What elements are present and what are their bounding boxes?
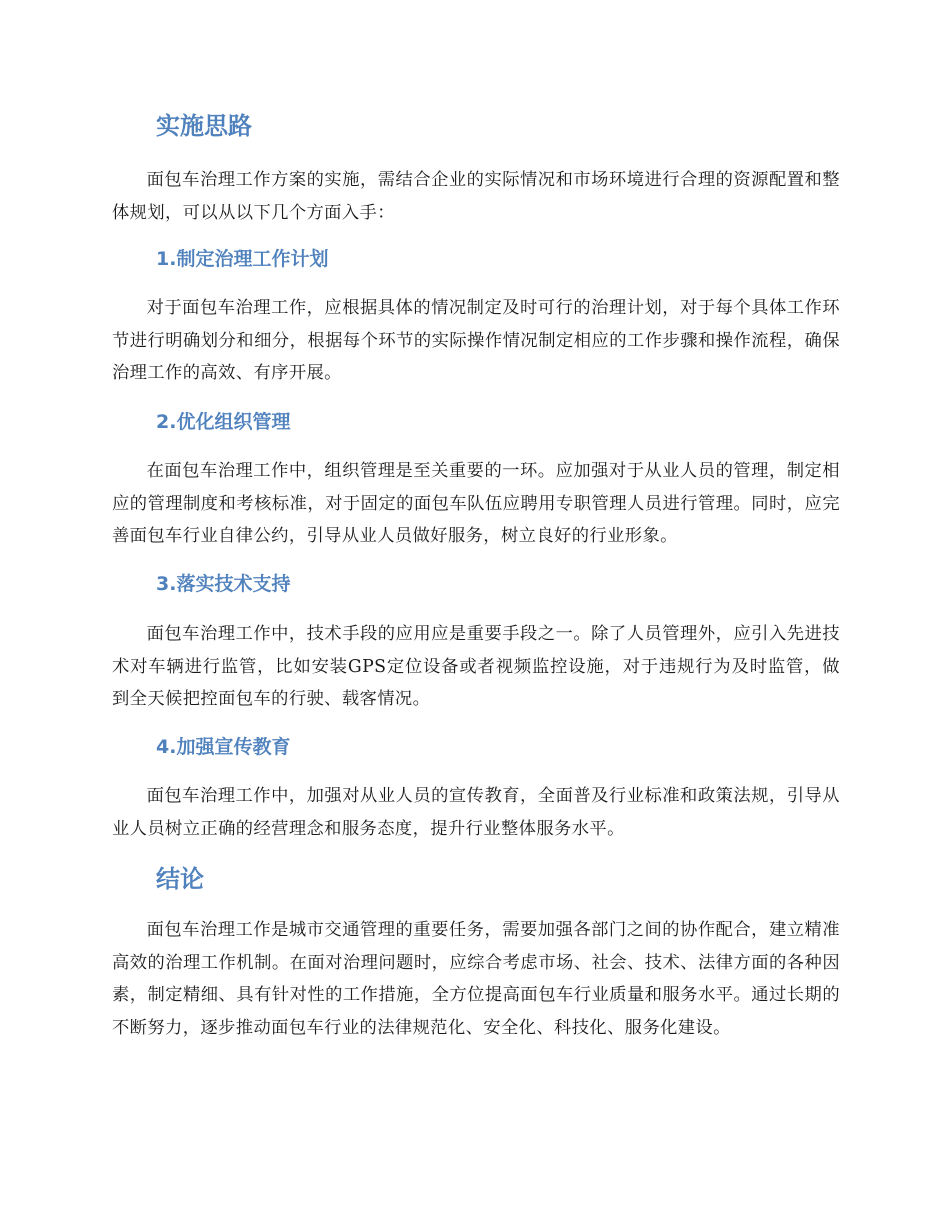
section-heading-implementation: 实施思路 xyxy=(156,112,252,140)
subheading-item-3: 3.落实技术支持 xyxy=(156,573,291,595)
paragraph-item-1: 对于面包车治理工作，应根据具体的情况制定及时可行的治理计划，对于每个具体工作环节进行明确划分和细分，根据每个环节的实际操作情况制定相应的工作步骤和操作流程，确保治理工作的高效、有序开展。 xyxy=(112,298,840,383)
subheading-item-4: 4.加强宣传教育 xyxy=(156,736,291,758)
paragraph-item-4: 面包车治理工作中，加强对从业人员的宣传教育，全面普及行业标准和政策法规，引导从业人员树立正确的经营理念和服务态度，提升行业整体服务水平。 xyxy=(112,786,840,839)
paragraph-implementation-intro: 面包车治理工作方案的实施，需结合企业的实际情况和市场环境进行合理的资源配置和整体规划，可以从以下几个方面入手： xyxy=(112,170,840,223)
paragraph-item-2: 在面包车治理工作中，组织管理是至关重要的一环。应加强对于从业人员的管理，制定相应的管理制度和考核标准，对于固定的面包车队伍应聘用专职管理人员进行管理。同时，应完善面包车行业自律公约，引导从业人员做好服务，树立良好的行业形象。 xyxy=(112,461,840,546)
section-heading-conclusion: 结论 xyxy=(156,865,204,893)
subheading-item-1: 1.制定治理工作计划 xyxy=(156,248,329,270)
subheading-item-2: 2.优化组织管理 xyxy=(156,411,291,433)
paragraph-conclusion: 面包车治理工作是城市交通管理的重要任务，需要加强各部门之间的协作配合，建立精准高效的治理工作机制。在面对治理问题时，应综合考虑市场、社会、技术、法律方面的各种因素，制定精细、具有针对性的工作措施，全方位提高面包车行业质量和服务水平。通过长期的不断努力，逐步推动面包车行业的法律规范化、安全化、科技化、服务化建设。 xyxy=(112,920,840,1038)
paragraph-item-3: 面包车治理工作中，技术手段的应用应是重要手段之一。除了人员管理外，应引入先进技术对车辆进行监管，比如安装GPS定位设备或者视频监控设施，对于违规行为及时监管，做到全天候把控面包车的行驶、载客情况。 xyxy=(112,624,840,709)
